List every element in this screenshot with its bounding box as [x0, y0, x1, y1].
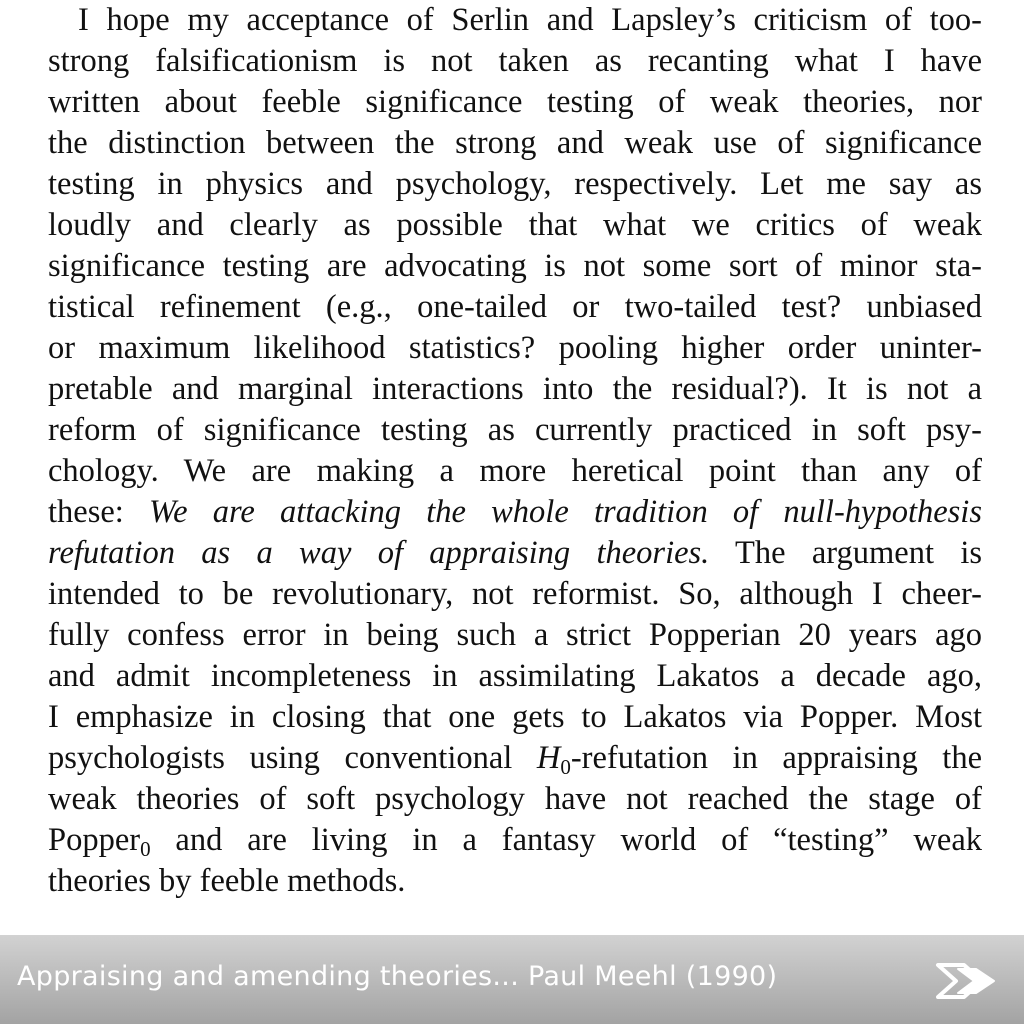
quote-text: and are living in a fantasy world of “testing” weak [150, 822, 982, 858]
quote-line: or maximum likelihood statistics? pooling higher order uninter- [48, 330, 982, 366]
quote-text: -refutation in appraising the [570, 740, 982, 776]
quote-line: loudly and clearly as possible that what we critics of weak [48, 207, 982, 243]
quote-line: reform of significance testing as currently practiced in soft psy- [48, 412, 982, 448]
quote-text: psychologists using conventional [48, 740, 537, 776]
h0-symbol: H [536, 740, 561, 776]
quote-line: testing in physics and psychology, respectively. Let me say as [48, 166, 982, 202]
quote-line: intended to be revolutionary, not reformist. So, although I cheer- [48, 576, 982, 612]
quote-line: strong falsificationism is not taken as recanting what I have [48, 43, 982, 79]
caption-bar [0, 935, 1024, 1024]
quote-paragraph [48, 0, 982, 902]
quote-line: the distinction between the strong and weak use of significance [48, 125, 982, 161]
quote-text: Popper [48, 822, 141, 858]
quote-line: I hope my acceptance of Serlin and Lapsley’s criticism of too- [78, 2, 982, 38]
quote-line [48, 492, 982, 533]
subscript-zero: 0 [140, 837, 151, 861]
quote-line [48, 533, 982, 574]
quote-line: I emphasize in closing that one gets to Lakatos via Popper. Most [48, 699, 982, 735]
quote-line: significance testing are advocating is not some sort of minor sta- [48, 248, 982, 284]
quote-text: The argument is [709, 535, 983, 571]
quote-line [48, 738, 982, 779]
quote-line: and admit incompleteness in assimilating Lakatos a decade ago, [48, 658, 982, 694]
quote-line: weak theories of soft psychology have not reached the stage of [48, 781, 982, 817]
quote-line: fully confess error in being such a strict Popperian 20 years ago [48, 617, 982, 653]
subscript-zero: 0 [560, 755, 571, 779]
share-arrow-icon[interactable] [934, 959, 1000, 1003]
caption-text: Appraising and amending theories... Paul Meehl (1990) [17, 961, 778, 992]
quote-line: chology. We are making a more heretical point than any of [48, 453, 982, 489]
quote-text: these: [48, 494, 150, 530]
quote-line: written about feeble significance testing of weak theories, nor [48, 84, 982, 120]
quote-line [48, 820, 982, 861]
quote-line: theories by feeble methods. [48, 863, 406, 899]
quote-line: pretable and marginal interactions into the residual?). It is not a [48, 371, 982, 407]
quote-line: tistical refinement (e.g., one-tailed or two-tailed test? unbiased [48, 289, 982, 325]
emphasis-text: We are attacking the whole tradition of null-hypothesis [149, 494, 982, 530]
emphasis-text: refutation as a way of appraising theories. [48, 535, 710, 571]
